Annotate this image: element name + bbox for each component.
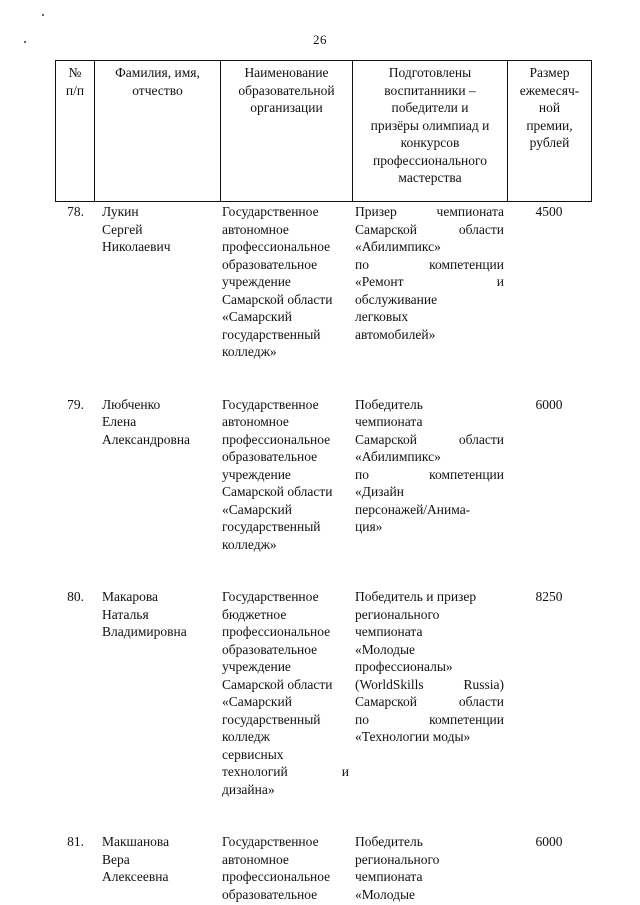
organization-name: Государственное автономное профессиональное образовательное учреждение Самарской области «Самарский государственный колледж» [222, 396, 333, 552]
table-row [55, 203, 591, 361]
bonus-amount: 6000 [535, 834, 563, 849]
row-spacer [55, 361, 591, 396]
header-organization: Наименование образовательной организации [221, 61, 353, 202]
header-achievement: Подготовлены воспитанники – победители и призёры олимпиад и конкурсов профессионального мастерства [353, 61, 508, 202]
full-name: Макарова Наталья Владимировна [102, 589, 187, 639]
header-row [56, 61, 592, 202]
bonus-amount: 4500 [535, 204, 563, 219]
table-row [55, 396, 591, 554]
header-bonus-amount: Размер ежемесяч- ной премии, рублей [508, 61, 592, 202]
full-name: Макшанова Вера Алексеевна [102, 834, 170, 884]
organization-name: Государственное бюджетное профессиональное образовательное учреждение Самарской области «Самарский государственный колледж сервисных технологий и дизайна» [222, 589, 349, 797]
table-body [55, 203, 591, 903]
bonus-amount: 6000 [535, 396, 563, 412]
page-number: 26 [313, 32, 327, 47]
full-name: Любченко Елена Александровна [102, 396, 191, 447]
table-rows [55, 203, 591, 903]
header-full-name: Фамилия, имя, отчество [95, 61, 221, 202]
organization-name: Государственное автономное профессиональное образовательное [222, 834, 331, 902]
row-spacer [55, 798, 591, 833]
organization-name: Государственное автономное профессиональное образовательное учреждение Самарской области «Самарский государственный колледж» [222, 204, 333, 359]
table-row [55, 588, 591, 798]
achievement: Победитель регионального чемпионата «Молодые [355, 834, 440, 902]
row-spacer [55, 553, 591, 588]
row-number: 81. [67, 834, 84, 849]
header-number: № п/п [56, 61, 95, 202]
achievement: Победитель и призер регионального чемпионата «Молодые профессионалы» (WorldSkills Russia) Самарской области по компетенции «Технологии моды» [355, 589, 504, 744]
table-row [55, 833, 591, 903]
row-number: 80. [67, 589, 84, 604]
achievement: Призер чемпионата Самарской области «Абилимпикс» по компетенции «Ремонт и обслуживание легковых автомобилей» [355, 204, 504, 342]
full-name: Лукин Сергей Николаевич [102, 204, 171, 254]
scan-mark [42, 14, 44, 16]
row-number: 78. [67, 204, 84, 219]
bonus-amount: 8250 [535, 589, 563, 604]
row-number: 79. [67, 396, 84, 412]
achievement: Победитель чемпионата Самарской области «Абилимпикс» по компетенции «Дизайн персонажей/Анима- ция» [355, 396, 504, 534]
table-header [55, 60, 592, 202]
